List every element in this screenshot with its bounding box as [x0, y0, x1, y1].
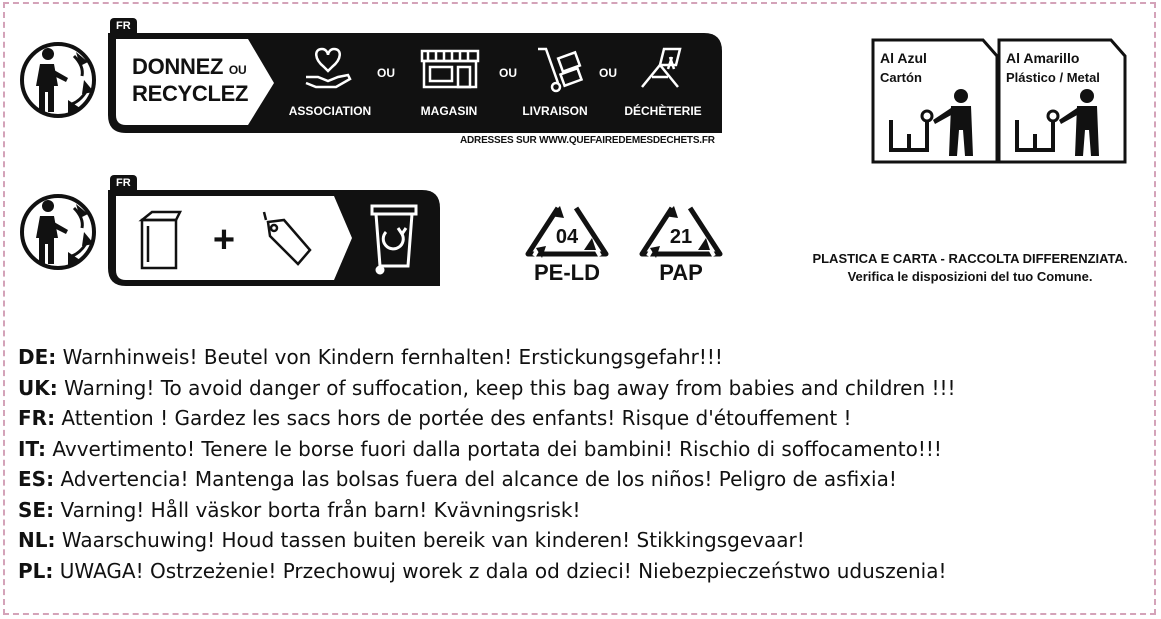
italy-line2: Verifica le disposizioni del tuo Comune. — [847, 269, 1093, 284]
donnez-title-ou: OU — [228, 63, 247, 77]
sorting-instruction-band — [108, 190, 440, 286]
warning-text: Attention ! Gardez les sacs hors de portée des enfants! Risque d'étouffement ! — [61, 406, 852, 430]
resin-label: PE-LD — [534, 260, 600, 285]
country-code: ES: — [18, 467, 55, 491]
country-code: SE: — [18, 497, 55, 522]
option-label-magasin: MAGASIN — [420, 104, 478, 118]
address-text: ADRESSES SUR WWW.QUEFAIREDEMESDECHETS.FR — [460, 135, 715, 146]
donnez-title — [132, 55, 248, 106]
spain-box-title: Al Amarillo — [1006, 50, 1080, 66]
country-code: PL: — [18, 558, 54, 583]
option-label-decheterie: DÉCHÈTERIE — [624, 104, 702, 118]
country-code: NL: — [18, 528, 56, 552]
or-separator: OU — [499, 66, 517, 80]
resin-number: 04 — [555, 226, 579, 248]
warning-text: Avvertimento! Tenere le borse fuori dalla portata dei bambini! Rischio di soffocamento!!! — [52, 436, 942, 461]
country-code: FR: — [18, 406, 56, 430]
warning-row — [18, 342, 1148, 373]
italy-line1: PLASTICA E CARTA - RACCOLTA DIFFERENZIATA. — [812, 251, 1128, 266]
warning-row — [18, 373, 1148, 404]
warning-row — [18, 434, 1148, 465]
recycle-triangle-icon — [626, 188, 736, 260]
option-label-association: ASSOCIATION — [288, 104, 372, 118]
donnez-title-line1: DONNEZ — [132, 54, 224, 79]
country-code: DE: — [18, 345, 57, 369]
resin-label: PAP — [659, 260, 703, 285]
warning-row — [18, 525, 1148, 556]
or-separator: OU — [599, 66, 617, 80]
option-label-livraison: LIVRAISON — [522, 104, 588, 118]
spain-box-blue — [880, 48, 927, 88]
spain-box-subtitle: Plástico / Metal — [1006, 70, 1100, 85]
triman-icon — [18, 36, 98, 126]
or-separator: OU — [377, 66, 395, 80]
spain-box-title: Al Azul — [880, 50, 927, 66]
resin-number: 21 — [669, 226, 693, 248]
warning-row — [18, 403, 1148, 434]
donnez-title-line2: RECYCLEZ — [132, 81, 249, 106]
country-code: UK: — [18, 375, 58, 400]
warning-text: Warning! To avoid danger of suffocation, keep this bag away from babies and children !!! — [64, 375, 956, 400]
recycle-triangle-icon — [512, 188, 622, 260]
italy-disposal-note — [790, 250, 1150, 286]
spain-box-subtitle: Cartón — [880, 70, 922, 85]
warning-row — [18, 556, 1148, 587]
spain-box-yellow — [1006, 48, 1100, 88]
warning-row — [18, 495, 1148, 526]
country-code: IT: — [18, 436, 46, 461]
resin-code-04 — [512, 188, 622, 288]
triman-icon — [18, 188, 98, 278]
region-tab: FR — [110, 18, 137, 34]
suffocation-warnings — [18, 342, 1148, 586]
plus-sign: + — [212, 219, 236, 261]
warning-row — [18, 464, 1148, 495]
warning-text: Advertencia! Mantenga las bolsas fuera del alcance de los niños! Peligro de asfixia! — [60, 467, 897, 491]
warning-text: Waarschuwing! Houd tassen buiten bereik van kinderen! Stikkingsgevaar! — [61, 528, 805, 552]
warning-text: Warnhinweis! Beutel von Kindern fernhalten! Erstickungsgefahr!!! — [62, 345, 723, 369]
resin-code-21 — [626, 188, 736, 288]
warning-text: Varning! Håll väskor borta från barn! Kvävningsrisk! — [60, 497, 581, 522]
warning-text: UWAGA! Ostrzeżenie! Przechowuj worek z dala od dzieci! Niebezpieczeństwo uduszenia! — [59, 558, 947, 583]
region-tab: FR — [110, 175, 137, 191]
